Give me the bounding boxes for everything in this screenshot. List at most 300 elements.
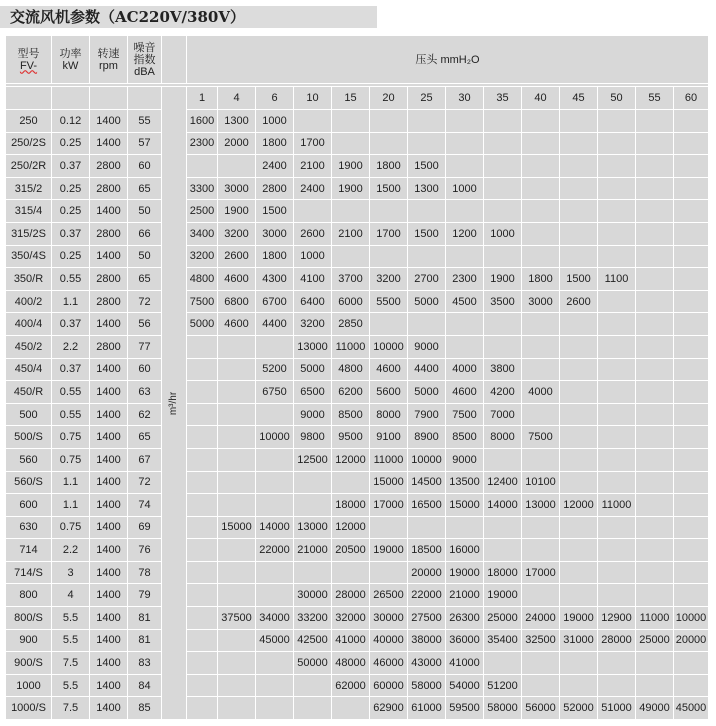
- flow-cell: 13000: [294, 516, 332, 539]
- power-cell: 0.75: [52, 516, 90, 539]
- flow-cell: [408, 516, 446, 539]
- flow-cell: 11000: [370, 448, 408, 471]
- power-cell: 7.5: [52, 697, 90, 720]
- flow-cell: [560, 516, 598, 539]
- flow-cell: 1800: [256, 132, 294, 155]
- flow-cell: 2800: [256, 177, 294, 200]
- flow-cell: [370, 561, 408, 584]
- speed-cell: 2800: [90, 177, 128, 200]
- flow-cell: 3200: [187, 245, 218, 268]
- flow-cell: [218, 539, 256, 562]
- flow-cell: 1500: [370, 177, 408, 200]
- power-cell: 2.2: [52, 335, 90, 358]
- flow-cell: [218, 381, 256, 404]
- flow-cell: [294, 561, 332, 584]
- flow-cell: [560, 539, 598, 562]
- flow-cell: 4800: [332, 358, 370, 381]
- flow-cell: 1500: [560, 268, 598, 291]
- flow-cell: 12900: [598, 607, 636, 630]
- flow-cell: 1800: [256, 245, 294, 268]
- speed-cell: 1400: [90, 426, 128, 449]
- flow-cell: [256, 494, 294, 517]
- flow-cell: [522, 110, 560, 133]
- flow-cell: [446, 313, 484, 336]
- noise-cell: 83: [128, 652, 162, 675]
- flow-cell: [636, 200, 674, 223]
- flow-cell: 2850: [332, 313, 370, 336]
- flow-cell: [674, 584, 709, 607]
- flow-unit-label: m³/hr: [162, 87, 187, 720]
- flow-cell: [636, 539, 674, 562]
- flow-cell: [187, 561, 218, 584]
- noise-cell: 60: [128, 358, 162, 381]
- flow-cell: 2300: [187, 132, 218, 155]
- flow-cell: [598, 448, 636, 471]
- flow-cell: 30000: [294, 584, 332, 607]
- flow-cell: 48000: [332, 652, 370, 675]
- header-noise: 噪音 指数 dBA: [128, 36, 162, 84]
- flow-cell: 21000: [446, 584, 484, 607]
- flow-cell: [636, 584, 674, 607]
- flow-cell: [674, 358, 709, 381]
- flow-cell: 9000: [408, 335, 446, 358]
- flow-cell: 27500: [408, 607, 446, 630]
- flow-cell: [408, 313, 446, 336]
- flow-cell: [598, 403, 636, 426]
- flow-cell: 4600: [370, 358, 408, 381]
- spacer-cell: [128, 87, 162, 110]
- flow-cell: 2400: [256, 155, 294, 178]
- flow-cell: 30000: [370, 607, 408, 630]
- flow-cell: [674, 313, 709, 336]
- model-cell: 350/4S: [6, 245, 52, 268]
- noise-cell: 77: [128, 335, 162, 358]
- flow-cell: [522, 674, 560, 697]
- speed-cell: 1400: [90, 629, 128, 652]
- flow-cell: 3400: [187, 222, 218, 245]
- flow-cell: 15000: [446, 494, 484, 517]
- flow-cell: [484, 110, 522, 133]
- flow-cell: [598, 177, 636, 200]
- flow-cell: 3000: [522, 290, 560, 313]
- flow-cell: [294, 110, 332, 133]
- flow-cell: [256, 561, 294, 584]
- flow-cell: [187, 494, 218, 517]
- flow-cell: 6800: [218, 290, 256, 313]
- pressure-col-header: 20: [370, 87, 408, 110]
- flow-cell: [560, 381, 598, 404]
- flow-cell: [187, 448, 218, 471]
- flow-cell: 2000: [218, 132, 256, 155]
- flow-cell: 16500: [408, 494, 446, 517]
- flow-cell: 32500: [522, 629, 560, 652]
- noise-cell: 67: [128, 448, 162, 471]
- flow-cell: [187, 674, 218, 697]
- speed-cell: 1400: [90, 132, 128, 155]
- flow-cell: 20500: [332, 539, 370, 562]
- speed-cell: 1400: [90, 381, 128, 404]
- flow-cell: 4800: [187, 268, 218, 291]
- flow-cell: 3500: [484, 290, 522, 313]
- flow-cell: [408, 245, 446, 268]
- noise-cell: 84: [128, 674, 162, 697]
- flow-cell: [218, 448, 256, 471]
- power-cell: 0.75: [52, 448, 90, 471]
- power-cell: 4: [52, 584, 90, 607]
- flow-cell: [560, 584, 598, 607]
- table-row: [6, 471, 709, 494]
- speed-cell: 1400: [90, 200, 128, 223]
- flow-cell: [187, 381, 218, 404]
- table-row: [6, 426, 709, 449]
- pressure-col-header: 30: [446, 87, 484, 110]
- table-row: [6, 335, 709, 358]
- flow-cell: [187, 358, 218, 381]
- flow-cell: 2300: [446, 268, 484, 291]
- flow-cell: 15000: [370, 471, 408, 494]
- flow-cell: [522, 335, 560, 358]
- flow-cell: 31000: [560, 629, 598, 652]
- flow-cell: 4600: [218, 268, 256, 291]
- flow-cell: [560, 200, 598, 223]
- flow-cell: 3800: [484, 358, 522, 381]
- flow-cell: [560, 335, 598, 358]
- flow-cell: 2600: [218, 245, 256, 268]
- flow-cell: 16000: [446, 539, 484, 562]
- flow-cell: [218, 561, 256, 584]
- flow-cell: 1300: [218, 110, 256, 133]
- flow-cell: 10000: [674, 607, 709, 630]
- flow-cell: 9000: [294, 403, 332, 426]
- noise-cell: 78: [128, 561, 162, 584]
- flow-cell: 51200: [484, 674, 522, 697]
- flow-cell: 61000: [408, 697, 446, 720]
- fan-spec-table: [5, 35, 709, 720]
- flow-cell: 2100: [332, 222, 370, 245]
- table-row: [6, 222, 709, 245]
- flow-cell: [294, 200, 332, 223]
- pressure-col-header: 15: [332, 87, 370, 110]
- flow-cell: 59500: [446, 697, 484, 720]
- speed-cell: 1400: [90, 110, 128, 133]
- flow-cell: 1000: [256, 110, 294, 133]
- flow-cell: [332, 110, 370, 133]
- power-cell: 0.25: [52, 200, 90, 223]
- speed-cell: 1400: [90, 313, 128, 336]
- model-cell: 1000: [6, 674, 52, 697]
- flow-cell: 3300: [187, 177, 218, 200]
- speed-cell: 1400: [90, 358, 128, 381]
- flow-cell: [598, 155, 636, 178]
- flow-cell: [598, 561, 636, 584]
- table-row: [6, 561, 709, 584]
- noise-cell: 72: [128, 290, 162, 313]
- flow-cell: [218, 674, 256, 697]
- flow-cell: [560, 132, 598, 155]
- table-row: [6, 290, 709, 313]
- speed-cell: 2800: [90, 155, 128, 178]
- model-cell: 714/S: [6, 561, 52, 584]
- flow-cell: [218, 358, 256, 381]
- flow-cell: 25000: [484, 607, 522, 630]
- model-cell: 450/R: [6, 381, 52, 404]
- flow-cell: [522, 584, 560, 607]
- flow-cell: [408, 132, 446, 155]
- flow-cell: [218, 652, 256, 675]
- flow-cell: [218, 629, 256, 652]
- pressure-col-header: 10: [294, 87, 332, 110]
- header-model: 型号 FV-: [6, 36, 52, 84]
- model-cell: 560/S: [6, 471, 52, 494]
- flow-cell: 5200: [256, 358, 294, 381]
- power-cell: 1.1: [52, 290, 90, 313]
- model-cell: 900: [6, 629, 52, 652]
- flow-cell: [636, 471, 674, 494]
- pressure-col-header: 6: [256, 87, 294, 110]
- flow-cell: [522, 155, 560, 178]
- flow-cell: 1100: [598, 268, 636, 291]
- model-cell: 560: [6, 448, 52, 471]
- noise-cell: 57: [128, 132, 162, 155]
- noise-cell: 81: [128, 629, 162, 652]
- flow-cell: 9500: [332, 426, 370, 449]
- flow-cell: [522, 539, 560, 562]
- flow-cell: 4400: [256, 313, 294, 336]
- pressure-col-header: 35: [484, 87, 522, 110]
- flow-cell: 11000: [332, 335, 370, 358]
- noise-cell: 85: [128, 697, 162, 720]
- flow-cell: 15000: [218, 516, 256, 539]
- table-row: [6, 381, 709, 404]
- flow-cell: [636, 494, 674, 517]
- flow-cell: [332, 471, 370, 494]
- flow-cell: [187, 584, 218, 607]
- noise-cell: 56: [128, 313, 162, 336]
- speed-cell: 1400: [90, 516, 128, 539]
- flow-cell: [370, 132, 408, 155]
- power-cell: 0.37: [52, 222, 90, 245]
- flow-cell: [598, 426, 636, 449]
- flow-cell: [598, 110, 636, 133]
- flow-cell: [636, 177, 674, 200]
- model-cell: 250/2S: [6, 132, 52, 155]
- flow-cell: [560, 358, 598, 381]
- flow-cell: [560, 471, 598, 494]
- flow-cell: 33200: [294, 607, 332, 630]
- flow-cell: [187, 607, 218, 630]
- flow-cell: [636, 335, 674, 358]
- flow-cell: 5500: [370, 290, 408, 313]
- power-cell: 5.5: [52, 607, 90, 630]
- table-row: [6, 155, 709, 178]
- table-row: [6, 674, 709, 697]
- table-row: [6, 652, 709, 675]
- flow-cell: [598, 358, 636, 381]
- power-cell: 0.25: [52, 132, 90, 155]
- flow-cell: [674, 471, 709, 494]
- flow-cell: 4200: [484, 381, 522, 404]
- flow-cell: 1900: [218, 200, 256, 223]
- flow-cell: [674, 674, 709, 697]
- flow-cell: 1500: [408, 155, 446, 178]
- power-cell: 5.5: [52, 674, 90, 697]
- speed-cell: 1400: [90, 561, 128, 584]
- flow-cell: [218, 155, 256, 178]
- flow-cell: [187, 426, 218, 449]
- flow-cell: [294, 471, 332, 494]
- flow-cell: [484, 155, 522, 178]
- flow-cell: [560, 426, 598, 449]
- flow-cell: 1900: [484, 268, 522, 291]
- flow-cell: 6000: [332, 290, 370, 313]
- flow-cell: 8500: [332, 403, 370, 426]
- flow-cell: [598, 290, 636, 313]
- noise-cell: 69: [128, 516, 162, 539]
- flow-cell: 51000: [598, 697, 636, 720]
- flow-cell: [187, 652, 218, 675]
- power-cell: 0.37: [52, 313, 90, 336]
- flow-cell: [256, 471, 294, 494]
- speed-cell: 1400: [90, 584, 128, 607]
- flow-cell: [446, 516, 484, 539]
- flow-cell: 10000: [256, 426, 294, 449]
- flow-cell: 4600: [446, 381, 484, 404]
- flow-cell: [408, 200, 446, 223]
- flow-cell: [636, 516, 674, 539]
- flow-cell: [256, 448, 294, 471]
- flow-cell: [636, 313, 674, 336]
- noise-cell: 50: [128, 200, 162, 223]
- flow-cell: [560, 155, 598, 178]
- flow-cell: 54000: [446, 674, 484, 697]
- power-cell: 5.5: [52, 629, 90, 652]
- flow-cell: 46000: [370, 652, 408, 675]
- flow-cell: 2600: [294, 222, 332, 245]
- flow-cell: [560, 110, 598, 133]
- pressure-col-header: 1: [187, 87, 218, 110]
- flow-cell: 14000: [484, 494, 522, 517]
- table-row: [6, 629, 709, 652]
- flow-cell: [636, 652, 674, 675]
- table-row: [6, 607, 709, 630]
- flow-cell: [636, 426, 674, 449]
- power-cell: 0.37: [52, 358, 90, 381]
- model-cell: 350/R: [6, 268, 52, 291]
- flow-cell: 41000: [332, 629, 370, 652]
- table-row: [6, 494, 709, 517]
- flow-cell: [598, 471, 636, 494]
- flow-cell: 4500: [446, 290, 484, 313]
- model-cell: 714: [6, 539, 52, 562]
- flow-cell: 5600: [370, 381, 408, 404]
- speed-cell: 2800: [90, 268, 128, 291]
- header-pressure-head: 压头 mmH₂O: [187, 36, 709, 84]
- flow-cell: 3200: [370, 268, 408, 291]
- model-cell: 315/4: [6, 200, 52, 223]
- flow-cell: [187, 471, 218, 494]
- flow-cell: [522, 313, 560, 336]
- flow-cell: [674, 268, 709, 291]
- flow-cell: 1500: [256, 200, 294, 223]
- flow-cell: 6700: [256, 290, 294, 313]
- table-row: [6, 177, 709, 200]
- flow-cell: [187, 629, 218, 652]
- flow-cell: [522, 652, 560, 675]
- power-cell: 0.25: [52, 245, 90, 268]
- flow-cell: 6200: [332, 381, 370, 404]
- flow-cell: [598, 200, 636, 223]
- flow-cell: [408, 110, 446, 133]
- flow-cell: 9000: [446, 448, 484, 471]
- flow-cell: [636, 290, 674, 313]
- flow-cell: [370, 200, 408, 223]
- flow-cell: [674, 290, 709, 313]
- flow-cell: [446, 200, 484, 223]
- flow-cell: 12000: [332, 516, 370, 539]
- table-row: [6, 403, 709, 426]
- flow-cell: [674, 403, 709, 426]
- flow-unit-column: [162, 36, 187, 84]
- flow-cell: 49000: [636, 697, 674, 720]
- flow-cell: 6750: [256, 381, 294, 404]
- flow-cell: 32000: [332, 607, 370, 630]
- flow-cell: [522, 358, 560, 381]
- flow-cell: [636, 268, 674, 291]
- flow-cell: [560, 652, 598, 675]
- flow-cell: 38000: [408, 629, 446, 652]
- model-cell: 1000/S: [6, 697, 52, 720]
- flow-cell: [560, 448, 598, 471]
- flow-cell: [598, 652, 636, 675]
- flow-cell: [294, 674, 332, 697]
- flow-cell: 5000: [408, 290, 446, 313]
- spacer-cell: [52, 87, 90, 110]
- model-cell: 450/2: [6, 335, 52, 358]
- flow-cell: 21000: [294, 539, 332, 562]
- flow-cell: [484, 516, 522, 539]
- flow-cell: 8900: [408, 426, 446, 449]
- flow-cell: [522, 132, 560, 155]
- table-row: [6, 358, 709, 381]
- table-row: [6, 132, 709, 155]
- pressure-col-header: 60: [674, 87, 709, 110]
- flow-cell: 62000: [332, 674, 370, 697]
- flow-cell: 14000: [256, 516, 294, 539]
- flow-cell: 1600: [187, 110, 218, 133]
- flow-cell: 9100: [370, 426, 408, 449]
- flow-cell: [560, 177, 598, 200]
- flow-cell: 19000: [446, 561, 484, 584]
- noise-cell: 66: [128, 222, 162, 245]
- flow-cell: [636, 358, 674, 381]
- flow-cell: [598, 516, 636, 539]
- flow-cell: [484, 448, 522, 471]
- table-row: [6, 539, 709, 562]
- model-cell: 315/2S: [6, 222, 52, 245]
- flow-cell: [674, 155, 709, 178]
- flow-cell: [522, 516, 560, 539]
- flow-cell: 4600: [218, 313, 256, 336]
- noise-cell: 50: [128, 245, 162, 268]
- flow-cell: [187, 155, 218, 178]
- flow-cell: 20000: [674, 629, 709, 652]
- flow-cell: 7500: [187, 290, 218, 313]
- power-cell: 0.55: [52, 403, 90, 426]
- flow-cell: 8000: [484, 426, 522, 449]
- flow-cell: [636, 674, 674, 697]
- pressure-col-header: 40: [522, 87, 560, 110]
- flow-cell: 34000: [256, 607, 294, 630]
